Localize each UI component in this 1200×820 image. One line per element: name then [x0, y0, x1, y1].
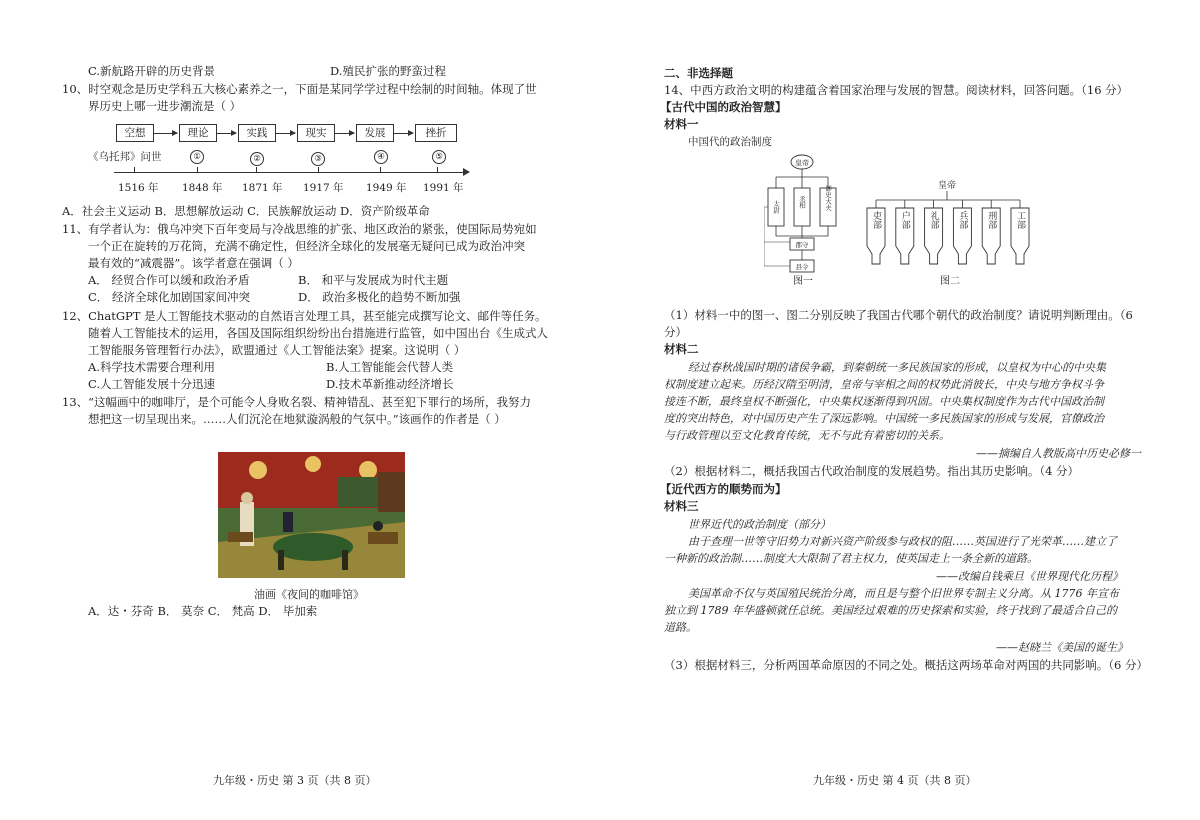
material2-label: 材料二: [664, 342, 699, 356]
fig2-dept-2: 户部: [899, 211, 910, 229]
q14-sub3: （3）根据材料三，分析两国革命原因的不同之处。概括这两场革命对两国的共同影响。（6 分）: [664, 658, 1149, 672]
section-heading: 二、非选择题: [664, 66, 733, 80]
timeline-year: 1848 年: [182, 182, 223, 194]
painting-illustration: [218, 452, 405, 578]
timeline-tick: [134, 167, 135, 173]
timeline-arrow: [334, 133, 354, 134]
timeline-box-kongxiang: 空想: [116, 124, 154, 142]
timeline-tick: [437, 167, 438, 173]
material3-para2-line: 道路。: [664, 621, 697, 634]
timeline-year: 1991 年: [423, 182, 464, 194]
material3-title: 世界近代的政治制度（部分）: [688, 518, 831, 531]
material1-label: 材料一: [664, 117, 699, 131]
timeline-box-lilun: 理论: [179, 124, 217, 142]
painting-caption: 油画《夜间的咖啡馆》: [254, 588, 364, 601]
q13-options: A．达・芬奇 B． 莫奈 C． 梵高 D． 毕加索: [88, 604, 318, 618]
q11-stem-line1: 11、有学者认为：俄乌冲突下百年变局与冷战思维的扩张、地区政治的紧张，使国际局势宛如: [62, 222, 537, 236]
timeline-box-shijian: 实践: [238, 124, 276, 142]
fig2-dept-3: 礼部: [928, 211, 939, 229]
q9-option-d: D.殖民扩张的野蛮过程: [330, 64, 446, 78]
material2-line: 接连不断，最终皇权不断强化，中央集权逐渐得到巩固。中央集权制度作为古代中国政治制: [664, 395, 1104, 408]
timeline-arrow: [393, 133, 413, 134]
q14-sub2: （2）根据材料二，概括我国古代政治制度的发展趋势。指出其历史影响。（4 分）: [664, 464, 1080, 478]
q10-options: A．社会主义运动 B．思想解放运动 C．民族解放运动 D．资产阶级革命: [62, 204, 430, 218]
timeline-mark-4: ④: [374, 150, 388, 164]
timeline-tick: [318, 167, 319, 173]
figure2-ming-system: [864, 178, 1034, 274]
timeline-year: 1949 年: [366, 182, 407, 194]
timeline-year: 1516 年: [118, 182, 159, 194]
timeline-arrow: [216, 133, 236, 134]
part2-heading: 【近代西方的顺势而为】: [660, 482, 787, 496]
q13-stem-line2: 想把这一切呈现出来。……人们沉沦在地狱漩涡般的气氛中。”该画作的作者是（ ）: [88, 412, 506, 426]
q13-stem-line1: 13、“这幅画中的咖啡厅，是个可能令人身败名裂、精神错乱、甚至犯下罪行的场所，我努力: [62, 395, 532, 409]
q11-option-d: D． 政治多极化的趋势不断加强: [298, 290, 461, 304]
material3-para1-line: 一种新的政治制……制度大大限制了君主权力，使英国走上一条全新的道路。: [664, 552, 1038, 565]
fig2-dept-1: 吏部: [871, 211, 881, 229]
material2-source: ——摘编自人教版高中历史必修一: [976, 447, 1141, 460]
material3-para2-line: 美国革命不仅与英国殖民统治分离，而且是与整个旧世界专制主义分离。从 1776 年宣布: [688, 587, 1119, 600]
q11-stem-line2: 一个正在旋转的万花筒，充满不确定性，但经济全球化的发展毫无疑问已成为政治冲突: [88, 239, 525, 253]
fig2-emperor: 皇帝: [937, 181, 957, 191]
q11-stem-line3: 最有效的“减震器”。该学者意在强调（ ）: [88, 256, 299, 270]
q12-stem-line2: 随着人工智能技术的运用，各国及国际组织纷纷出台措施进行监管，如中国出台《生成式人: [88, 326, 548, 340]
q12-option-d: D.技术革新推动经济增长: [326, 377, 454, 391]
material1-title: 中国代的政治制度: [688, 136, 772, 148]
fig2-dept-5: 刑部: [986, 211, 997, 229]
page-footer-4: 九年级・历史 第 4 页（共 8 页）: [813, 774, 977, 787]
fig2-dept-6: 工部: [1015, 211, 1025, 229]
figure1-qin-system: [764, 152, 846, 284]
figure1-label: 图一: [793, 276, 813, 287]
q14-sub1-line1: （1）材料一中的图一、图二分别反映了我国古代哪个朝代的政治制度？请说明判断理由。（6: [664, 308, 1133, 322]
timeline-mark-2: ②: [250, 152, 264, 166]
fig1-col-yushi: 御史大夫: [824, 185, 832, 211]
material3-para2-line: 独立到 1789 年华盛顿就任总统。美国经过艰难的历史探索和实验，终于找到了最适合自己的: [664, 604, 1117, 617]
night-cafe-painting: [218, 452, 405, 578]
page-footer-3: 九年级・历史 第 3 页（共 8 页）: [213, 774, 377, 787]
timeline-tick: [380, 167, 381, 173]
q12-option-c: C.人工智能发展十分迅速: [88, 377, 216, 391]
material3-label: 材料三: [664, 499, 699, 513]
fig2-dept-4: 兵部: [957, 211, 968, 229]
q12-stem-line3: 工智能服务管理暂行办法》，欧盟通过《人工智能法案》提案。这说明（ ）: [88, 343, 466, 357]
timeline-mark-5: ⑤: [432, 150, 446, 164]
material2-line: 与行政管理以至文化教育传统，无不与此有着密切的关系。: [664, 429, 950, 442]
material3-source2: ——赵晓兰《美国的诞生》: [996, 641, 1128, 654]
timeline-arrow: [153, 133, 177, 134]
right-page: [600, 0, 1200, 820]
q11-option-a: A． 经贸合作可以缓和政治矛盾: [88, 273, 250, 287]
part1-heading: 【古代中国的政治智慧】: [660, 100, 787, 114]
material2-line: 度的突出特色，对中国历史产生了深远影响。中国统一多民族国家的形成与发展，官僚政治: [664, 412, 1104, 425]
figure2-label: 图二: [940, 276, 960, 287]
material2-line: 权制度建立起来。历经汉隋至明清，皇帝与宰相之间的权势此消彼长，中央与地方争权斗争: [664, 378, 1104, 391]
q9-option-c: C.新航路开辟的历史背景: [88, 64, 216, 78]
q12-option-b: B.人工智能能会代替人类: [326, 360, 454, 374]
q12-option-a: A.科学技术需要合理利用: [88, 360, 215, 374]
q14-stem: 14、中西方政治文明的构建蕴含着国家治理与发展的智慧。阅读材料，回答问题。（16 分）: [664, 83, 1129, 97]
timeline-box-xianshi: 现实: [297, 124, 335, 142]
fig1-emperor: 皇帝: [795, 159, 809, 167]
timeline-year: 1871 年: [242, 182, 283, 194]
timeline-box-fazhan: 发展: [356, 124, 394, 142]
q11-option-b: B． 和平与发展成为时代主题: [298, 273, 449, 287]
timeline-tick: [197, 167, 198, 173]
timeline-mark-3: ③: [311, 152, 325, 166]
timeline-tick: [256, 167, 257, 173]
fig1-mid: 郡守: [795, 241, 809, 249]
q14-sub1-line2: 分）: [664, 325, 687, 339]
timeline-mark-utopia: 《乌托邦》问世: [88, 151, 162, 163]
material3-source1: ——改编自钱乘旦《世界现代化历程》: [936, 570, 1123, 583]
timeline-year: 1917 年: [303, 182, 344, 194]
timeline-axis-arrowhead: [463, 168, 470, 176]
fig1-col-chengxiang: 丞相: [798, 195, 806, 209]
q12-stem-line1: 12、ChatGPT 是人工智能技术驱动的自然语言处理工具，甚至能完成撰写论文、邮件等任务。: [62, 309, 547, 323]
q11-option-c: C． 经济全球化加剧国家间冲突: [88, 290, 250, 304]
q10-stem-line1: 10、时空观念是历史学科五大核心素养之一，下面是某同学学过程中绘制的时间轴。体现了世: [62, 82, 537, 96]
material2-line: 经过春秋战国时期的诸侯争霸，到秦朝统一多民族国家的形成，以皇权为中心的中央集: [688, 361, 1106, 374]
timeline-mark-1: ①: [190, 150, 204, 164]
fig1-col-taiwei: 太尉: [772, 200, 780, 214]
timeline-axis: [114, 172, 464, 173]
material3-para1-line: 由于查理一世等守旧势力对新兴资产阶级参与政权的阻……英国进行了光荣革……建立了: [688, 535, 1117, 548]
q10-stem-line2: 界历史上哪一进步潮流是（ ）: [88, 99, 242, 113]
timeline-arrow: [275, 133, 295, 134]
timeline-box-cuozhe: 挫折: [415, 124, 457, 142]
fig1-bottom: 县令: [795, 263, 809, 271]
